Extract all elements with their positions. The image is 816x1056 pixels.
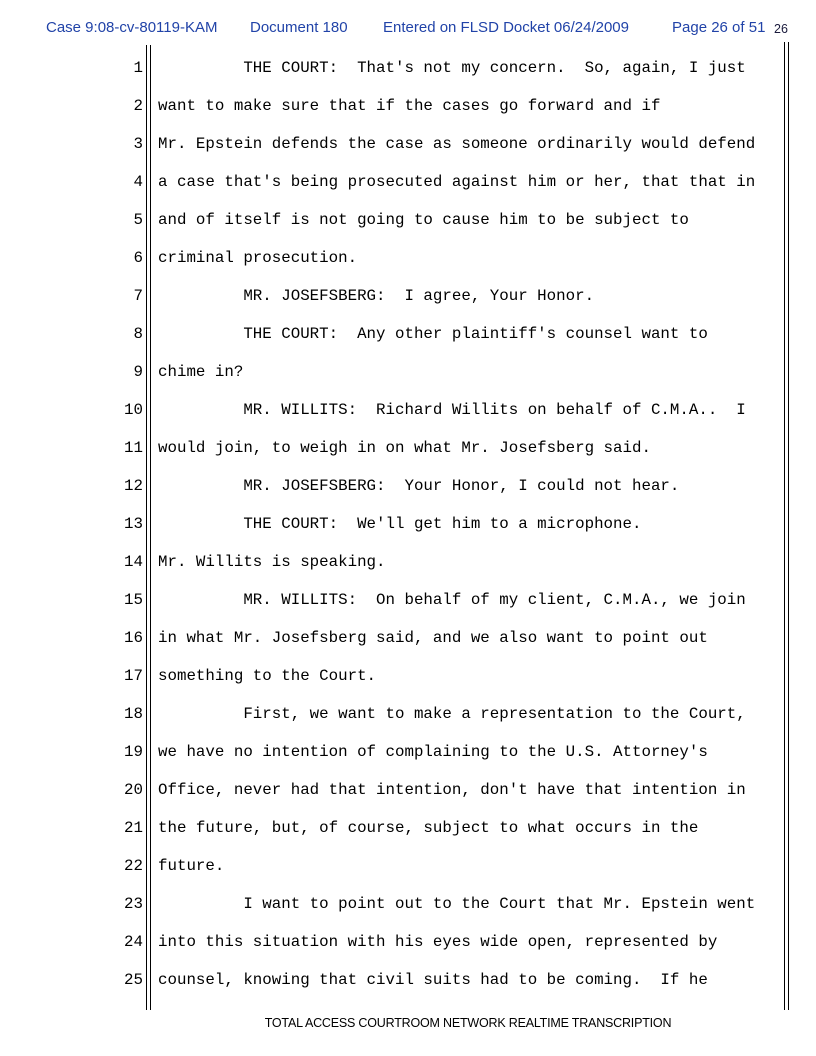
- page-indicator: Page 26 of 51: [672, 19, 766, 36]
- line-text: criminal prosecution.: [158, 249, 358, 267]
- line-number: 5: [133, 211, 143, 229]
- transcript-line: [0, 695, 816, 733]
- line-number: 17: [124, 667, 143, 685]
- transcript-line: [0, 315, 816, 353]
- transcript-line: [0, 353, 816, 391]
- line-text: in what Mr. Josefsberg said, and we also want to point out: [158, 629, 708, 647]
- line-number: 12: [124, 477, 143, 495]
- transcript-line: [0, 733, 816, 771]
- transcript-line: [0, 125, 816, 163]
- line-text: chime in?: [158, 363, 244, 381]
- footer-banner: TOTAL ACCESS COURTROOM NETWORK REALTIME TRANSCRIPTION: [264, 1016, 672, 1030]
- transcript-line: [0, 543, 816, 581]
- line-text: THE COURT: We'll get him to a microphone.: [158, 515, 642, 533]
- line-text: MR. WILLITS: On behalf of my client, C.M.A., we join: [158, 591, 746, 609]
- line-number: 10: [124, 401, 143, 419]
- transcript-line: [0, 429, 816, 467]
- line-text: something to the Court.: [158, 667, 377, 685]
- transcript-line: [0, 847, 816, 885]
- line-text: we have no intention of complaining to the U.S. Attorney's: [158, 743, 708, 761]
- line-text: THE COURT: That's not my concern. So, again, I just: [158, 59, 746, 77]
- transcript-page-number: 26: [774, 22, 788, 36]
- line-number: 22: [124, 857, 143, 875]
- transcript-body: [0, 49, 816, 999]
- case-number: Case 9:08-cv-80119-KAM: [46, 19, 218, 36]
- transcript-line: [0, 809, 816, 847]
- transcript-line: [0, 619, 816, 657]
- transcript-line: [0, 923, 816, 961]
- line-text: First, we want to make a representation to the Court,: [158, 705, 746, 723]
- line-number: 13: [124, 515, 143, 533]
- transcript-line: [0, 391, 816, 429]
- line-number: 20: [124, 781, 143, 799]
- line-number: 4: [133, 173, 143, 191]
- line-text: MR. JOSEFSBERG: I agree, Your Honor.: [158, 287, 595, 305]
- line-text: would join, to weigh in on what Mr. Josefsberg said.: [158, 439, 651, 457]
- transcript-line: [0, 277, 816, 315]
- transcript-line: [0, 961, 816, 999]
- line-text: I want to point out to the Court that Mr. Epstein went: [158, 895, 756, 913]
- line-text: Office, never had that intention, don't have that intention in: [158, 781, 746, 799]
- transcript-line: [0, 163, 816, 201]
- transcript-line: [0, 239, 816, 277]
- line-number: 18: [124, 705, 143, 723]
- line-number: 15: [124, 591, 143, 609]
- line-number: 7: [133, 287, 143, 305]
- document-number: Document 180: [250, 19, 348, 36]
- line-text: counsel, knowing that civil suits had to be coming. If he: [158, 971, 708, 989]
- line-number: 6: [133, 249, 143, 267]
- line-number: 16: [124, 629, 143, 647]
- line-text: THE COURT: Any other plaintiff's counsel want to: [158, 325, 708, 343]
- transcript-line: [0, 885, 816, 923]
- line-number: 21: [124, 819, 143, 837]
- docket-entry-date: Entered on FLSD Docket 06/24/2009: [383, 19, 629, 36]
- transcript-line: [0, 771, 816, 809]
- line-number: 9: [133, 363, 143, 381]
- line-text: MR. WILLITS: Richard Willits on behalf of C.M.A.. I: [158, 401, 746, 419]
- line-number: 2: [133, 97, 143, 115]
- transcript-line: [0, 505, 816, 543]
- line-text: want to make sure that if the cases go forward and if: [158, 97, 661, 115]
- line-text: a case that's being prosecuted against him or her, that that in: [158, 173, 756, 191]
- line-text: MR. JOSEFSBERG: Your Honor, I could not hear.: [158, 477, 680, 495]
- line-number: 19: [124, 743, 143, 761]
- line-number: 25: [124, 971, 143, 989]
- line-number: 24: [124, 933, 143, 951]
- line-number: 1: [133, 59, 143, 77]
- transcript-line: [0, 87, 816, 125]
- line-number: 14: [124, 553, 143, 571]
- transcript-line: [0, 657, 816, 695]
- transcript-line: [0, 49, 816, 87]
- line-number: 11: [124, 439, 143, 457]
- line-number: 8: [133, 325, 143, 343]
- transcript-line: [0, 467, 816, 505]
- line-number: 3: [133, 135, 143, 153]
- line-text: the future, but, of course, subject to what occurs in the: [158, 819, 699, 837]
- line-text: Mr. Willits is speaking.: [158, 553, 386, 571]
- line-number: 23: [124, 895, 143, 913]
- transcript-line: [0, 201, 816, 239]
- transcript-line: [0, 581, 816, 619]
- line-text: into this situation with his eyes wide open, represented by: [158, 933, 718, 951]
- line-text: future.: [158, 857, 225, 875]
- line-text: and of itself is not going to cause him to be subject to: [158, 211, 689, 229]
- line-text: Mr. Epstein defends the case as someone ordinarily would defend: [158, 135, 756, 153]
